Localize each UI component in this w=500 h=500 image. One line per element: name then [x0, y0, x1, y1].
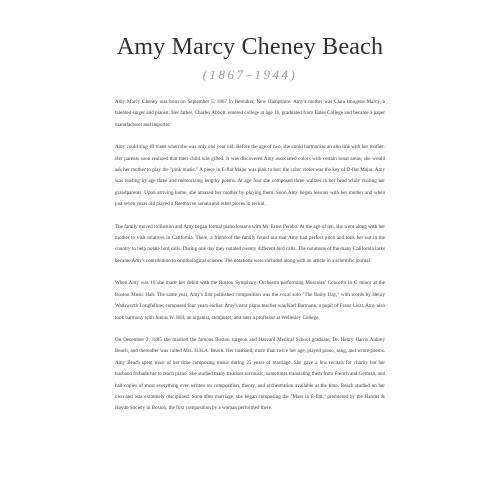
page-title: Amy Marcy Cheney Beach	[116, 34, 384, 60]
paragraph-marriage: On December 2, 1885 she married the famous Boston surgeon and Harvard Medical School graduate, Dr. Henry Harris Aubrey Beach, and thereafter was called Mrs. H.H.A. Beach. Her husband, more than twice her age, played piano, sang, and wrote poems. Amy Beach spent most of her time composing music during 25 years of marriage. She gave a few recitals for charity but her husband forbade her to teach piano. She studied many treatises on music, sometimes translating them from French and German, and had copies of most everything ever written on composition, theory, and orchestration available at the time. Beach studied on her own and was extremely disciplined. Soon after marriage, she began composing the "Mass in E-flat," premiered by the Handel & Haydn Society in Boston, the first composition by a woman performed there.	[115, 336, 385, 412]
life-dates: (1867–1944)	[202, 67, 298, 82]
paragraph-birth: Amy Marcy Cheney was born on September 5, 1867 in Henniker, New Hampshire. Amy's mother was Clara Imogene Marcy, a talented singer and pianist. Her father, Charles Abbott, entered college at age 16, graduated from Bates College and became a paper manufacturer and importer.	[115, 99, 385, 128]
paragraph-debut: When Amy was 16 she made her debut with the Boston Symphony Orchestra performing Moscoles' Concerto in G minor at the Boston Music Hall. The same year, Amy's first published composition was the vocal solo "The Rainy Day," with words by Henry Wadsworth Longfellow, composed four years earlier. Amy's next piano teacher was Karl Barmann, a pupil of Franz Liszt. Amy also took harmony with Junius W. Hill, an organist, composer, and later a professor at Wellesley College.	[115, 280, 385, 321]
biography-body	[115, 97, 385, 426]
paragraph-childhood: Amy could sing 40 tunes when she was only one year old. Before the age of two, she could harmonize an alto line with her mother. Her parents soon realized that their child was gifted. It was discovered Amy associated colors with certain tonal areas; she would ask her mother to play the "pink music." A piece in E-flat Major was pink to her; the color violet was the key of D-flat Major. Amy was reading by age three and memorizing lengthy poems. At age four she composed three waltzes in her head while visiting her grandparents. Upon arriving home, she amazed her mother by playing them. Soon Amy began lessons with her mother and when just seven years old played a Beethoven sonata and other pieces in recital.	[115, 144, 385, 208]
paragraph-boston: The family moved to Boston and Amy began formal piano lessons with Mr. Ernst Perabo. At the age of ten, she went along with her mother to visit relatives in California. There, a friend of the family found out that Amy had perfect pitch and took her out in the country to help notate bird calls. During one day they notated twenty different bird calls. The notations of the many California larks became Amy's contribution to ornithological science. The notations were included along with an article in a scientific journal.	[115, 223, 385, 264]
